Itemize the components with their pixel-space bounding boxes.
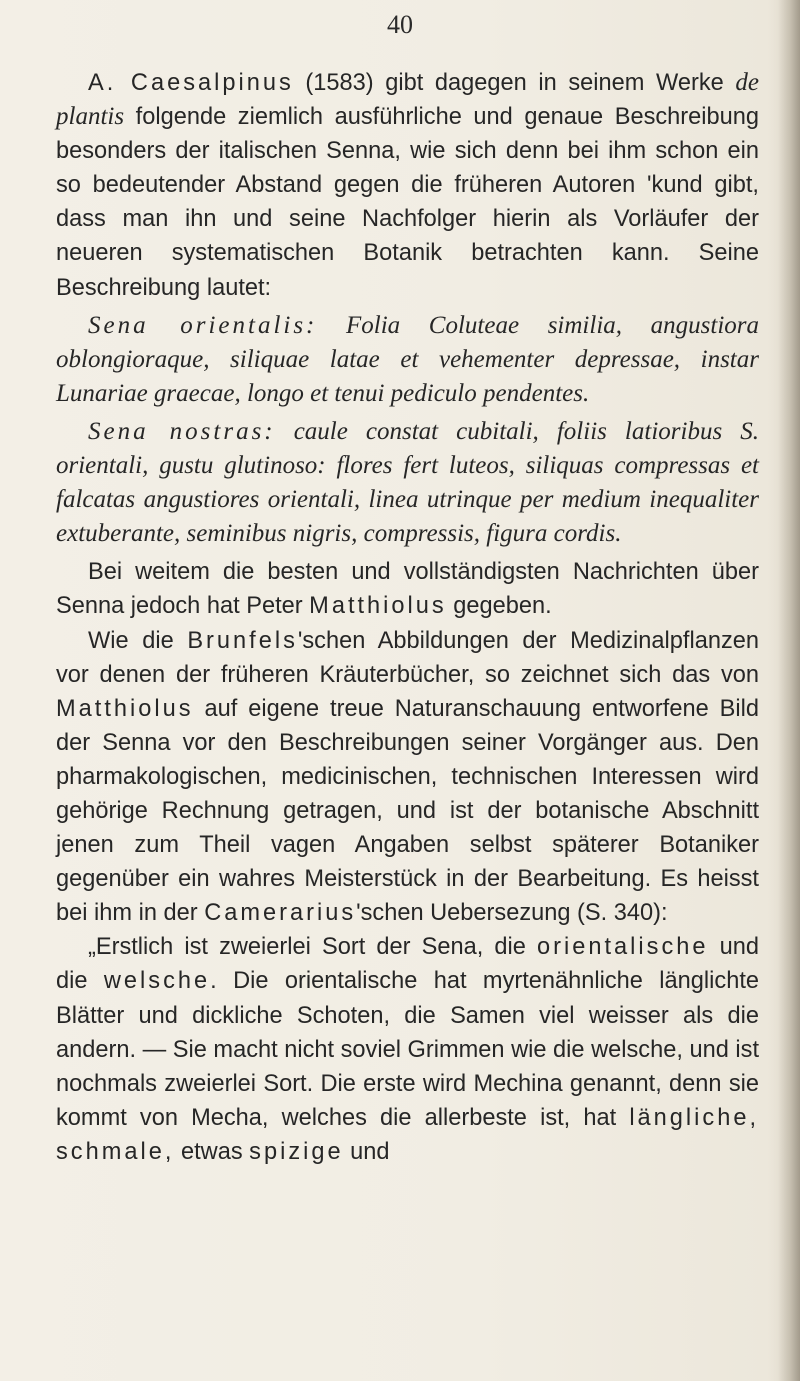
body-text <box>56 66 759 1169</box>
paragraph-text: und die <box>56 934 759 995</box>
spaced-words-laengliche: längliche, schmale, <box>56 1104 759 1165</box>
author-name-camerarius: Camerarius <box>204 900 357 927</box>
spaced-word-orientalische: orientalische <box>537 934 709 961</box>
paragraph-brunfels <box>56 624 759 931</box>
paragraph-text: und <box>343 1138 390 1165</box>
species-heading-nostras: Sena nostras: <box>88 417 276 445</box>
paragraph-quotation <box>56 930 759 1169</box>
paragraph-text: . Die orientalische hat myrtenähnliche länglichte Blätter und dickliche Schoten, die Samen viel weisser als die andern. — Sie macht nicht soviel Grimmen wie die welsche, und ist nochmals zweierlei Sort. Die erste wird Mechina genannt, denn sie kommt von Mecha, welches die allerbeste ist, hat <box>56 968 759 1131</box>
author-name-caesalpinus: A. Caesalpinus <box>88 70 294 96</box>
paragraph-text: „Erstlich ist zweierlei Sort der Sena, die <box>88 934 538 961</box>
paragraph-caesalpinus <box>56 66 759 305</box>
paragraph-text: 'schen Abbildungen der Medizinalpflanzen vor denen der früheren Kräuterbücher, so zeichnet sich das von <box>56 627 759 688</box>
spaced-word-welsche: welsche <box>103 968 211 995</box>
paragraph-sena-orientalis <box>56 309 759 411</box>
paragraph-text: folgende ziemlich ausführliche und genaue Beschreibung besonders der italischen Senna, wie sich denn bei ihm schon ein so bedeutender Abstand gegen die früheren Autoren 'kund gibt, dass man ihn und seine Nachfolger hierin als Vorläufer der neueren systematischen Botanik betrachten kann. Seine Beschreibung lautet: <box>56 104 759 301</box>
paragraph-matthiolus <box>56 555 759 623</box>
latin-description: caule constat cubitali, foliis latioribus S. orientali, gustu glutinoso: flores fert luteos, siliquas compressas et falcatas angustiores orientali, linea utrinque per medium inequaliter extuberante, seminibus nigris, compressis, figura cordis. <box>56 417 759 548</box>
paragraph-text: (1583) gibt dagegen in seinem Werke <box>293 70 736 96</box>
author-name-matthiolus: Matthiolus <box>309 593 447 620</box>
paragraph-text: gegeben. <box>446 593 552 620</box>
paragraph-text: auf eigene treue Naturanschauung entworfene Bild der Senna vor den Beschreibungen seiner Vorgänger aus. Den pharmakologischen, medicinischen, technischen Interessen wird gehörige Rechnung getragen, und ist der botanische Abschnitt jenen zum Theil vagen Angaben selbst späterer Botaniker gegenüber ein wahres Meisterstück in der Bearbeitung. Es heisst bei ihm in der <box>56 695 759 927</box>
paragraph-text: 'schen Uebersezung (S. 340): <box>356 900 668 927</box>
author-name-matthiolus: Matthiolus <box>56 695 194 722</box>
paragraph-text: Bei weitem die besten und vollständigsten Nachrichten über Senna jedoch hat Peter <box>56 559 759 620</box>
paragraph-text: Wie die <box>88 627 188 654</box>
species-heading-orientalis: Sena orientalis: <box>88 311 318 339</box>
work-title: de plantis <box>56 69 759 131</box>
latin-description: Folia Coluteae similia, angustiora oblongioraque, siliquae latae et vehementer depressae, instar Lunariae graecae, longo et tenui pediculo pendentes. <box>56 311 759 407</box>
spaced-word-spizige: spizige <box>249 1138 344 1165</box>
paragraph-sena-nostras <box>56 415 759 551</box>
page-number: 40 <box>387 10 413 39</box>
page-edge-shadow <box>778 0 800 1381</box>
paragraph-text: etwas <box>174 1138 250 1165</box>
author-name-brunfels: Brunfels <box>187 627 298 654</box>
